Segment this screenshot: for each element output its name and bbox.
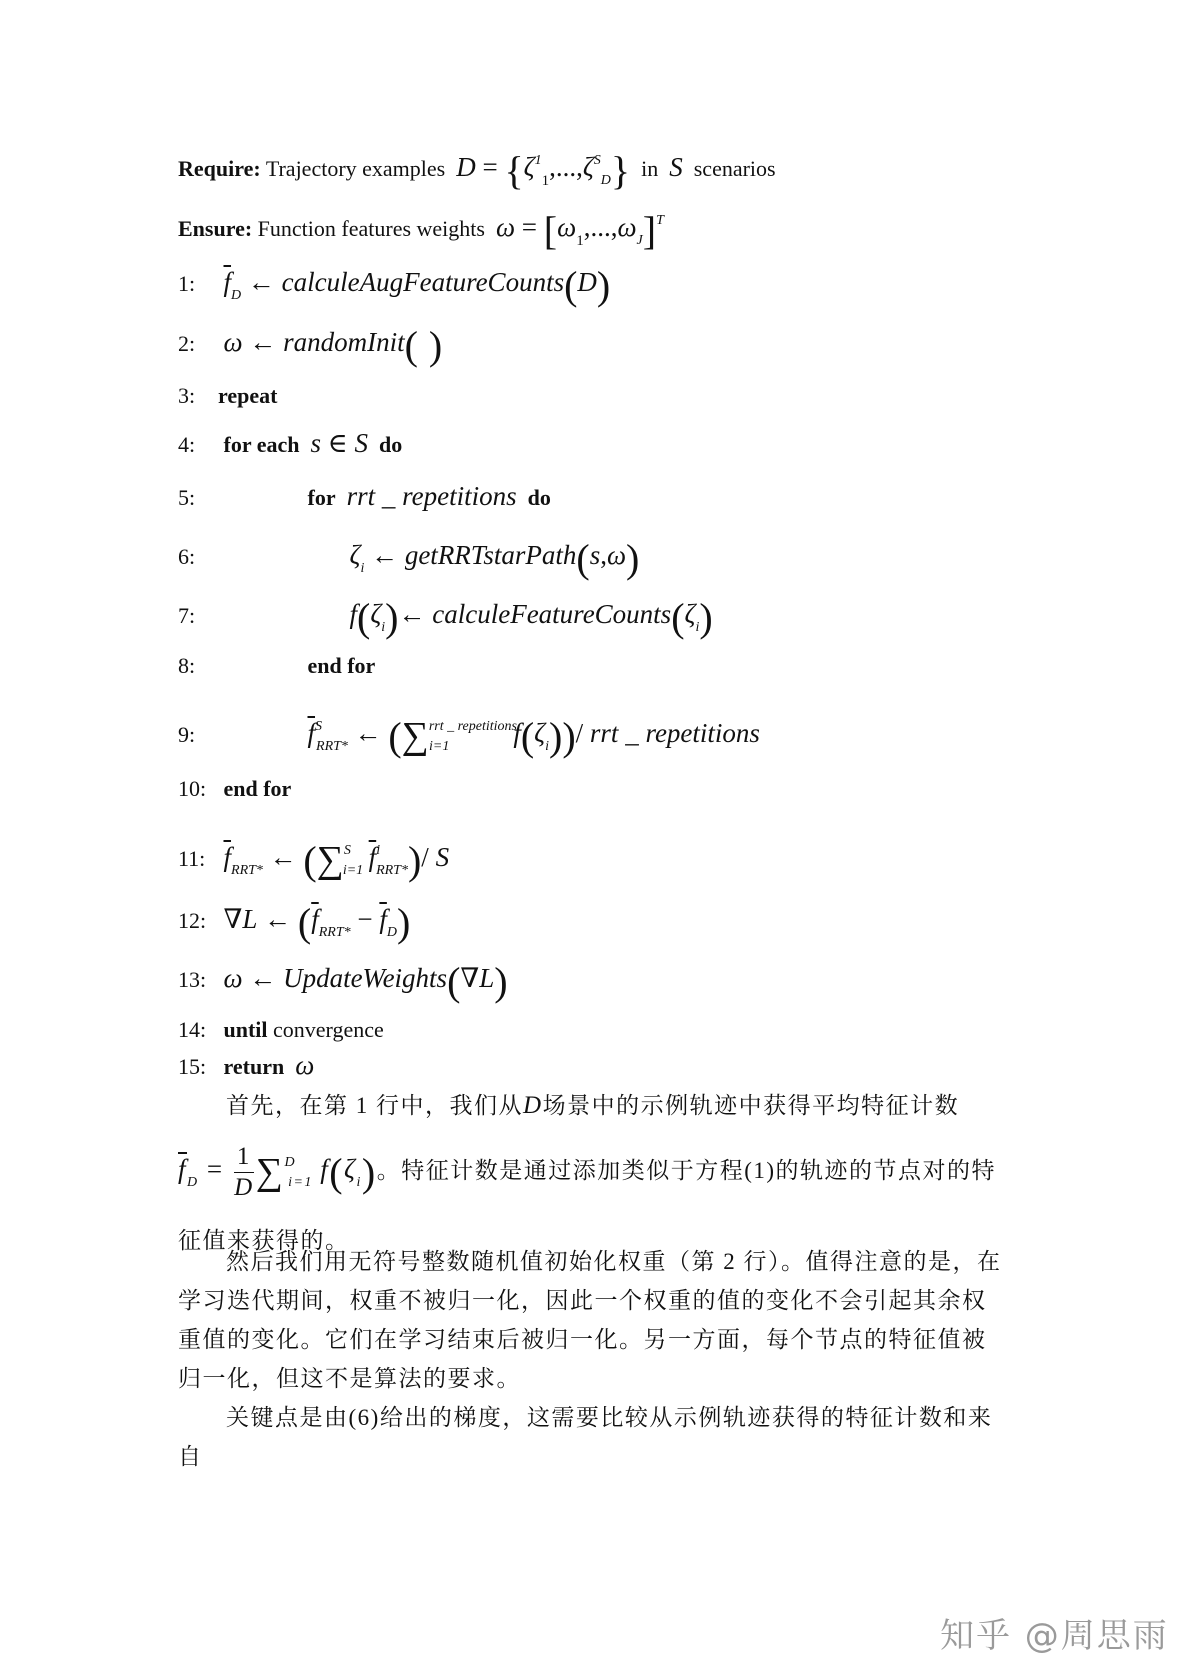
paragraph-3: 关键点是由(6)给出的梯度，这需要比较从示例轨迹获得的特征计数和来自 (178, 1405, 993, 1469)
algo-line-12: 12: ∇L ← $(\overline{f}_{RRT*} - \overline{f}_D)$ (178, 900, 411, 945)
keyword-do: do (527, 485, 551, 510)
function-name: calculeFeatureCounts (432, 599, 672, 629)
zhihu-watermark: 知乎 @周思雨 (940, 1616, 1169, 1656)
algo-line-4: 4: for each s ∈ S do (178, 428, 403, 458)
algo-line-8: 8: end for (178, 653, 376, 678)
ensure-text: Function features weights (257, 216, 485, 241)
algo-line-13: 13: ω ← UpdateWeights(∇L) (178, 959, 508, 1004)
require-text: Trajectory examples (265, 156, 446, 181)
function-name: randomInit (283, 327, 405, 357)
paragraph-1-formula: $\overline{f}_D$ = $\frac{1}{D}$ ∑$^D_{i=1}$ $f(\zeta_i)$。特征计数是通过添加类似于方程(1)的轨迹的节点对的特征值来获得的。 (178, 1143, 997, 1253)
algo-line-2: 2: ω ← randomInit( ) (178, 323, 443, 368)
keyword-return: return (223, 1054, 285, 1079)
algo-line-6: 6: $\zeta_i$ ← getRRTstarPath(s,ω) (178, 536, 640, 581)
keyword-repeat: repeat (218, 383, 278, 408)
function-name: getRRTstarPath (404, 540, 577, 570)
ensure-label: Ensure: (178, 216, 253, 241)
require-line: Require: Trajectory examples $D = \{\zeta^1_1,...,\zeta^S_D\}$ in S scenarios (178, 148, 776, 193)
function-name: UpdateWeights (283, 963, 448, 993)
paragraph-2: 然后我们用无符号整数随机值初始化权重（第 2 行）。值得注意的是，在学习迭代期间，权重不被归一化，因此一个权重的值的变化不会引起其余权重值的变化。它们在学习结束后被归一化。另一方面，每个节点的特征值被归一化，但这不是算法的要求。 (178, 1249, 1002, 1391)
keyword-end-for: end for (307, 653, 376, 678)
keyword-for-each: for each (223, 432, 300, 457)
algo-line-9: 9: $\overline{f}^S_{RRT*}$ ← (∑$^{rrt \_ repetitions}_{i=1}$ $f(\zeta_i))/$ rrt _ repetitions (178, 714, 760, 759)
require-label: Require: (178, 156, 261, 181)
algo-line-7: 7: $f(\zeta_i)\leftarrow$ $calculeFeatureCounts(\zeta_i)$ (178, 595, 713, 640)
algo-line-14: 14: until convergence (178, 1017, 384, 1042)
algo-line-15: 15: return ω (178, 1050, 315, 1080)
algo-line-1: 1: $\overline{f}_D$ ← calculeAugFeatureCounts(D) (178, 263, 611, 308)
require-scenarios: scenarios (693, 156, 776, 181)
paragraph-1: 首先，在第 1 行中，我们从D场景中的示例轨迹中获得平均特征计数 (226, 1092, 960, 1119)
require-in: in (641, 156, 659, 181)
keyword-until: until (223, 1017, 268, 1042)
algo-line-10: 10: end for (178, 776, 292, 801)
ensure-line: Ensure: Function features weights $\omega = [\omega_1,...,\omega_J]^T$ (178, 208, 664, 253)
keyword-for: for (307, 485, 336, 510)
function-name: calculeAugFeatureCounts (281, 267, 565, 297)
keyword-end-for: end for (223, 776, 292, 801)
algo-line-3: 3: repeat (178, 383, 278, 408)
keyword-do: do (378, 432, 403, 457)
algo-line-11: 11: $\overline{f}_{RRT*}$ ← (∑$^S_{i=1}$ $\overline{f}^i_{RRT*})/$ S (178, 838, 450, 883)
algo-line-5: 5: for rrt _ repetitions do (178, 481, 551, 511)
